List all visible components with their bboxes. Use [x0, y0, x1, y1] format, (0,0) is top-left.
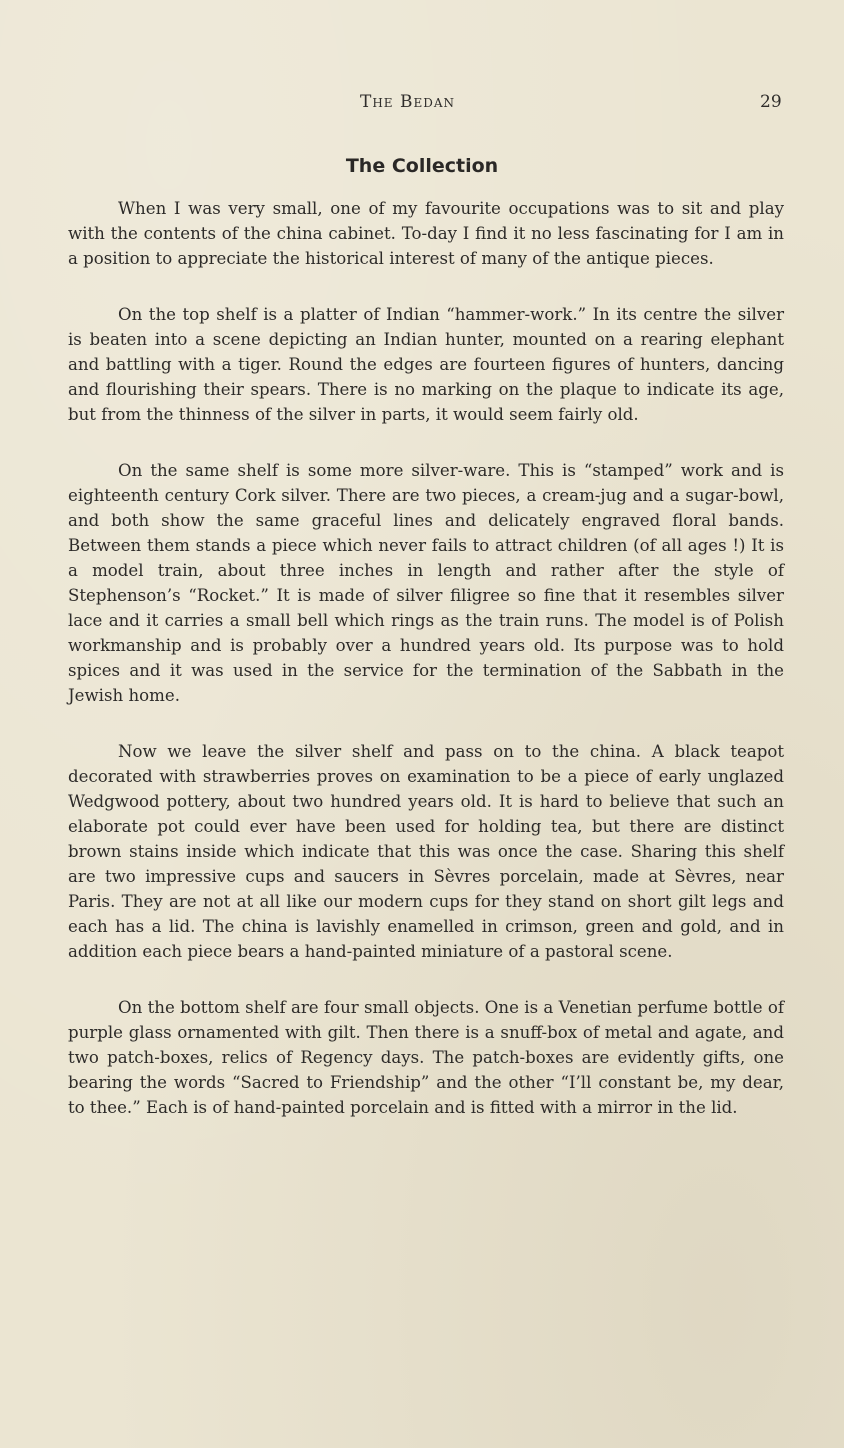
- paragraph: Now we leave the silver shelf and pass on to the china. A black teapot decorated with strawberries proves on examination to be a piece of early unglazed Wedgwood pottery, about two hundred years old. It is hard to believe that such an elaborate pot could ever have been used for holding tea, but there are distinct brown stains inside which indicate that this was once the case. Sharing this shelf are two impressive cups and saucers in Sèvres porcelain, made at Sèvres, near Paris. They are not at all like our modern cups for they stand on short gilt legs and each has a lid. The china is lavishly enamelled in crimson, green and gold, and in addition each piece bears a hand-painted miniature of a pastoral scene.: [68, 742, 784, 961]
- article-body: [68, 196, 784, 1151]
- paragraph: When I was very small, one of my favourite occupations was to sit and play with the contents of the china cabinet. To-day I find it no less fascinating for I am in a position to appreciate the historical interest of many of the antique pieces.: [68, 199, 784, 268]
- paragraph: On the same shelf is some more silver-ware. This is “stamped” work and is eighteenth century Cork silver. There are two pieces, a cream-jug and a sugar-bowl, and both show the same graceful lines and delicately engraved floral bands. Between them stands a piece which never fails to attract children (of all ages !) It is a model train, about three inches in length and rather after the style of Stephenson’s “Rocket.” It is made of silver filigree so fine that it resembles silver lace and it carries a small bell which rings as the train runs. The model is of Polish workmanship and is probably over a hundred years old. Its purpose was to hold spices and it was used in the service for the termination of the Sabbath in the Jewish home.: [68, 461, 784, 705]
- paragraph: On the top shelf is a platter of Indian “hammer-work.” In its centre the silver is beaten into a scene depicting an Indian hunter, mounted on a rearing elephant and battling with a tiger. Round the edges are fourteen figures of hunters, dancing and flourishing their spears. There is no marking on the plaque to indicate its age, but from the thinness of the silver in parts, it would seem fairly old.: [68, 305, 784, 424]
- journal-name: The Bedan: [360, 92, 456, 112]
- paragraph: On the bottom shelf are four small objects. One is a Venetian perfume bottle of purple glass ornamented with gilt. Then there is a snuff-box of metal and agate, and two patch-boxes, relics of Regency days. The patch-boxes are evidently gifts, one bearing the words “Sacred to Friendship” and the other “I’ll constant be, my dear, to thee.” Each is of hand-painted porcelain and is fitted with a mirror in the lid.: [68, 998, 784, 1117]
- article-title: The Collection: [345, 155, 499, 177]
- running-head: [0, 92, 844, 122]
- page-number: 29: [760, 92, 782, 112]
